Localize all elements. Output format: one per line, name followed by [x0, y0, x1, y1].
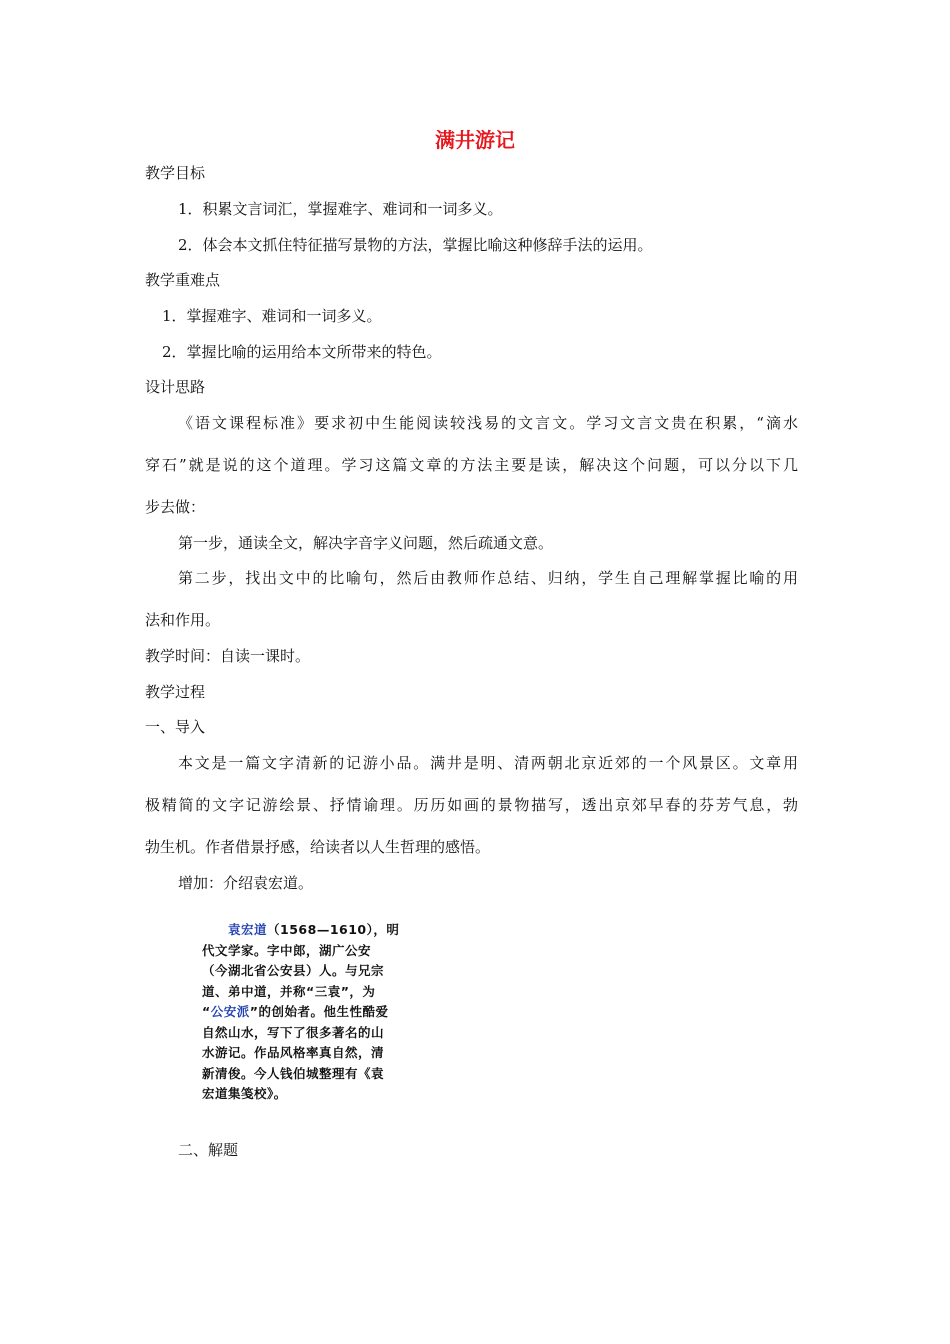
bio-row-5 — [202, 1002, 452, 1023]
bio-row-8: 新清俊。今人钱伯城整理有《袁 — [202, 1065, 385, 1081]
bio-row-7: 水游记。作品风格率真自然，清 — [202, 1045, 385, 1060]
intro-paragraph-line-3: 勃生机。作者借景抒感，给读者以人生哲理的感悟。 — [145, 838, 491, 856]
bio-row-1-text: （1568—1610），明 — [267, 922, 400, 937]
bio-row-2: 代文学家。字中郎，湖广公安 — [202, 942, 372, 958]
bio-row-9: 宏道集笺校》。 — [202, 1086, 287, 1101]
intro-paragraph-line-2: 极精简的文字记游绘景、抒情谕理。历历如画的景物描写，透出京郊早春的芬芳气息，勃 — [145, 796, 798, 814]
bio-author-name: 袁宏道 — [228, 922, 268, 937]
bio-row-4: 道、弟中道，并称“三袁”，为 — [202, 983, 376, 999]
design-paragraph-line-1: 《语文课程标准》要求初中生能阅读较浅易的文言文。学习文言文贵在积累，“滴水 — [178, 414, 798, 432]
key-item-2: 2．掌握比喻的运用给本文所带来的特色。 — [162, 343, 442, 361]
teaching-time: 教学时间：自读一课时。 — [145, 647, 311, 665]
author-bio-image — [202, 920, 452, 1110]
intro-paragraph-line-1: 本文是一篇文字清新的记游小品。满井是明、清两朝北京近郊的一个风景区。文章用 — [178, 754, 798, 772]
bio-school-name: 公安派 — [210, 1004, 250, 1019]
goal-item-1: 1．积累文言词汇，掌握难字、难词和一词多义。 — [178, 200, 503, 218]
design-paragraph-line-3: 步去做： — [145, 498, 206, 516]
step-1: 第一步，通读全文，解决字音字义问题，然后疏通文意。 — [178, 534, 554, 552]
bio-row-3: （今湖北省公安县）人。与兄宗 — [202, 963, 385, 978]
step-2-line-1: 第二步，找出文中的比喻句，然后由教师作总结、归纳，学生自己理解掌握比喻的用 — [178, 569, 798, 587]
bio-row-5-open-quote: “ — [202, 1004, 211, 1019]
bio-row-1 — [202, 920, 452, 941]
document-title: 满井游记 — [435, 128, 515, 152]
bio-row-6: 自然山水，写下了很多著名的山 — [202, 1024, 385, 1040]
key-item-1: 1．掌握难字、难词和一词多义。 — [162, 307, 382, 325]
goal-item-2: 2．体会本文抓住特征描写景物的方法，掌握比喻这种修辞手法的运用。 — [178, 236, 653, 254]
design-paragraph-line-2: 穿石”就是说的这个道理。学习这篇文章的方法主要是读，解决这个问题，可以分以下几 — [145, 456, 798, 474]
heading-teaching-process: 教学过程 — [145, 683, 206, 701]
step-2-line-2: 法和作用。 — [145, 611, 221, 629]
heading-key-points: 教学重难点 — [145, 271, 221, 289]
add-note: 增加：介绍袁宏道。 — [178, 874, 314, 892]
heading-design-idea: 设计思路 — [145, 378, 206, 396]
heading-explanation: 二、解题 — [178, 1141, 239, 1159]
heading-introduction: 一、导入 — [145, 718, 206, 736]
heading-teaching-goals: 教学目标 — [145, 164, 206, 182]
bio-row-5-text: ”的创始者。他生性酷爱 — [249, 1004, 389, 1019]
